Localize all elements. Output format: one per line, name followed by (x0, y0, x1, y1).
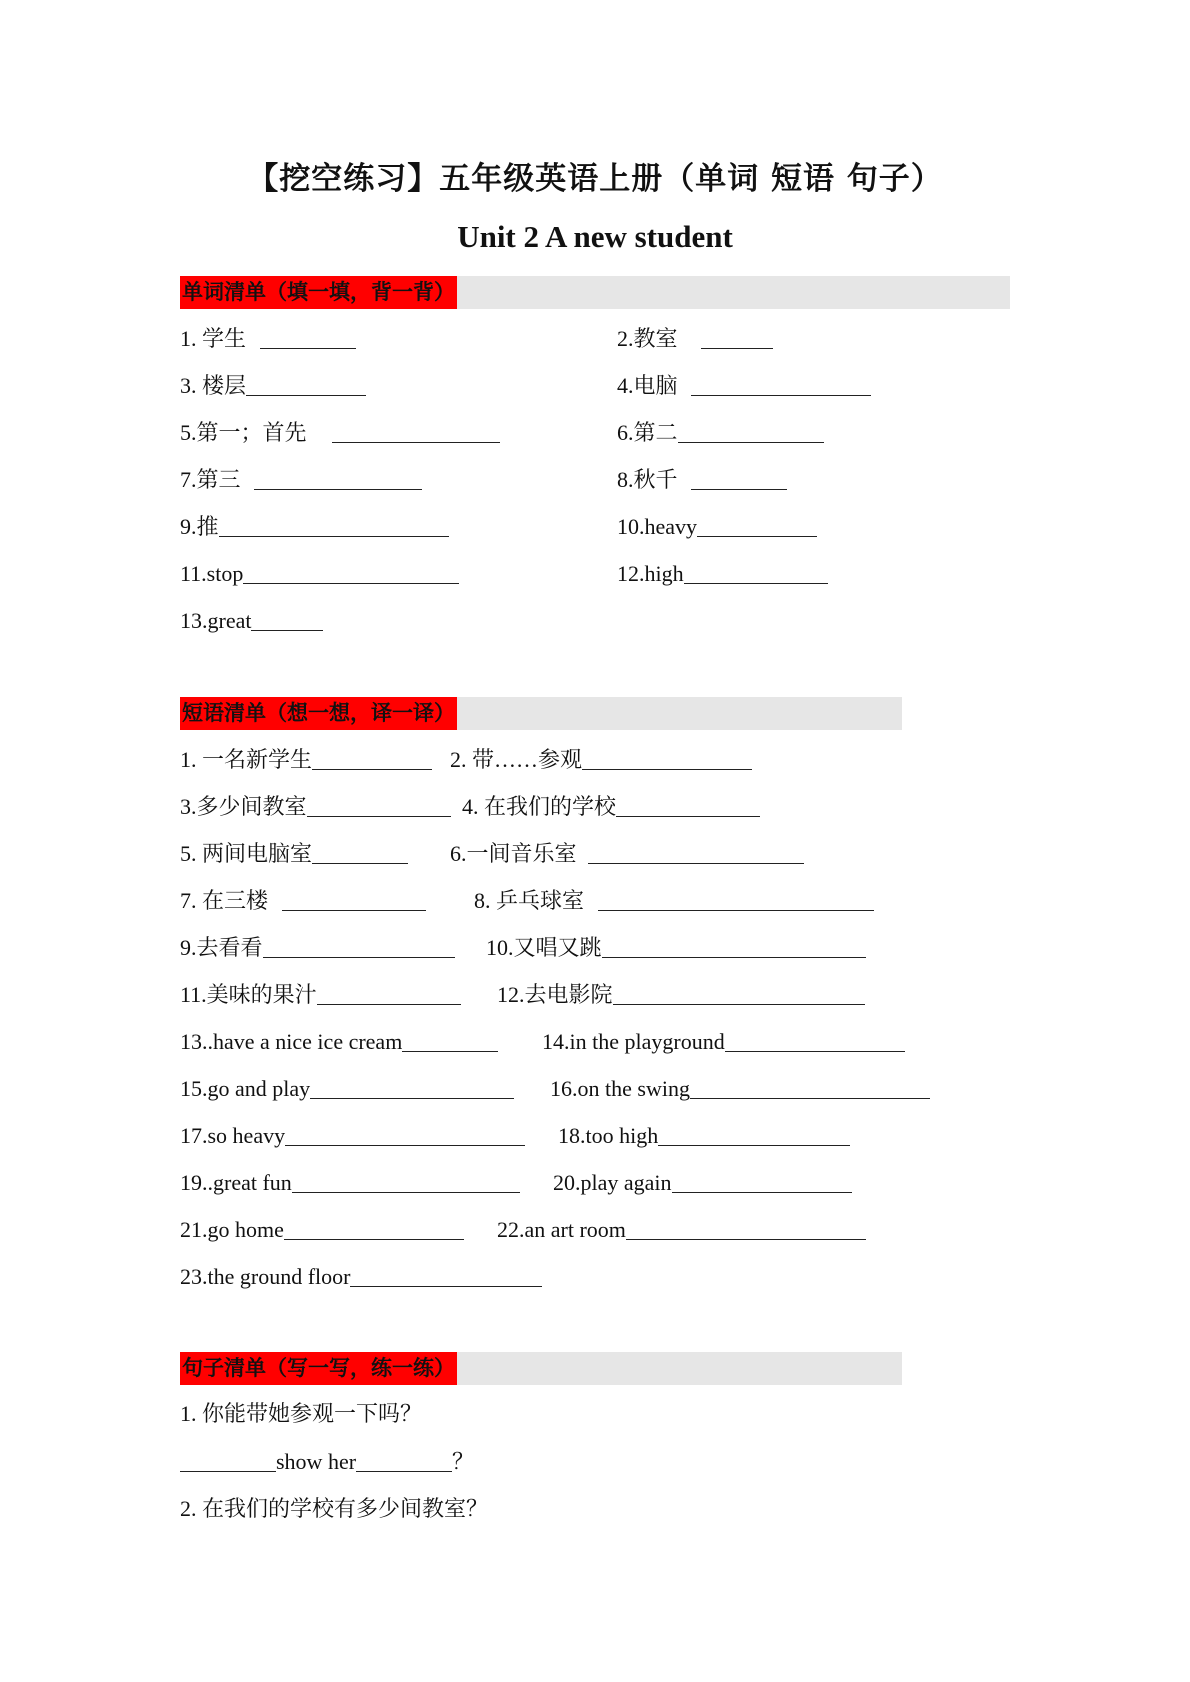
word-item: 5.第一；首先 (180, 419, 500, 447)
phrase-item: 19..great fun (180, 1169, 520, 1197)
answer-blank[interactable] (678, 422, 824, 443)
word-item: 8.秋千 (617, 466, 787, 494)
answer-blank[interactable] (307, 796, 451, 817)
answer-blank[interactable] (312, 749, 432, 770)
answer-blank[interactable] (684, 563, 828, 584)
answer-blank[interactable] (219, 516, 449, 537)
answer-blank[interactable] (246, 375, 366, 396)
answer-blank[interactable] (701, 328, 773, 349)
unit-title: Unit 2 A new student (457, 219, 733, 254)
word-item: 6.第二 (617, 419, 824, 447)
answer-blank[interactable] (350, 1266, 542, 1287)
phrase-item: 22.an art room (497, 1216, 866, 1244)
phrase-item: 11.美味的果汁 (180, 981, 461, 1009)
word-item: 13.great (180, 607, 323, 635)
phrase-item: 7. 在三楼 (180, 887, 426, 915)
answer-blank[interactable] (243, 563, 459, 584)
phrase-item: 4. 在我们的学校 (462, 793, 760, 821)
answer-blank[interactable] (697, 516, 817, 537)
word-item: 7.第三 (180, 466, 422, 494)
answer-blank[interactable] (332, 422, 500, 443)
answer-blank[interactable] (402, 1031, 498, 1052)
answer-blank[interactable] (254, 469, 422, 490)
phrase-item: 2. 带……参观 (450, 746, 752, 774)
word-item: 11.stop (180, 560, 459, 588)
phrase-item: 23.the ground floor (180, 1263, 542, 1291)
phrase-item: 15.go and play (180, 1075, 514, 1103)
answer-blank[interactable] (725, 1031, 905, 1052)
answer-blank[interactable] (691, 375, 871, 396)
answer-blank[interactable] (292, 1172, 520, 1193)
phrase-item: 18.too high (558, 1122, 850, 1150)
answer-blank[interactable] (598, 890, 874, 911)
word-item: 10.heavy (617, 513, 817, 541)
answer-blank[interactable] (626, 1219, 866, 1240)
phrase-item: 16.on the swing (550, 1075, 930, 1103)
phrase-item: 13..have a nice ice cream (180, 1028, 498, 1056)
phrase-item: 1. 一名新学生 (180, 746, 432, 774)
phrase-item: 12.去电影院 (497, 981, 865, 1009)
page-title: 【挖空练习】五年级英语上册（单词 短语 句子） (247, 161, 943, 197)
sentences-section-header (180, 1352, 902, 1385)
phrase-item: 14.in the playground (542, 1028, 905, 1056)
sentences-section-label: 句子清单（写一写，练一练） (180, 1352, 457, 1385)
answer-blank[interactable] (312, 843, 408, 864)
answer-blank[interactable] (317, 984, 461, 1005)
phrases-section-header (180, 697, 902, 730)
word-item: 12.high (617, 560, 828, 588)
answer-blank[interactable] (180, 1451, 276, 1472)
answer-blank[interactable] (582, 749, 752, 770)
phrase-item: 10.又唱又跳 (486, 934, 866, 962)
phrase-item: 6.一间音乐室 (450, 840, 804, 868)
answer-blank[interactable] (285, 1125, 525, 1146)
word-item: 9.推 (180, 513, 449, 541)
sentence-prompt: 2. 在我们的学校有多少间教室？ (180, 1496, 489, 1521)
words-section-header (180, 276, 1010, 309)
word-item: 1. 学生 (180, 325, 356, 353)
phrase-item: 3.多少间教室 (180, 793, 451, 821)
answer-blank[interactable] (690, 1078, 930, 1099)
answer-blank[interactable] (613, 984, 865, 1005)
phrase-item: 9.去看看 (180, 934, 455, 962)
answer-blank[interactable] (602, 937, 866, 958)
answer-blank[interactable] (672, 1172, 852, 1193)
answer-blank[interactable] (616, 796, 760, 817)
answer-blank[interactable] (260, 328, 356, 349)
word-item: 2.教室 (617, 325, 773, 353)
words-section-label: 单词清单（填一填，背一背） (180, 276, 457, 309)
answer-blank[interactable] (356, 1451, 452, 1472)
phrase-item: 21.go home (180, 1216, 464, 1244)
phrase-item: 5. 两间电脑室 (180, 840, 408, 868)
answer-blank[interactable] (310, 1078, 514, 1099)
answer-blank[interactable] (691, 469, 787, 490)
answer-blank[interactable] (263, 937, 455, 958)
answer-blank[interactable] (588, 843, 804, 864)
word-item: 4.电脑 (617, 372, 871, 400)
answer-blank[interactable] (251, 610, 323, 631)
sentence-answer-line: show her ？ (180, 1448, 474, 1476)
phrases-section-label: 短语清单（想一想，译一译） (180, 697, 457, 730)
phrase-item: 17.so heavy (180, 1122, 525, 1150)
phrase-item: 20.play again (553, 1169, 852, 1197)
sentence-prompt: 1. 你能带她参观一下吗？ (180, 1401, 423, 1426)
word-item: 3. 楼层 (180, 372, 366, 400)
answer-blank[interactable] (282, 890, 426, 911)
answer-blank[interactable] (284, 1219, 464, 1240)
answer-blank[interactable] (658, 1125, 850, 1146)
phrase-item: 8. 乒乓球室 (474, 887, 874, 915)
